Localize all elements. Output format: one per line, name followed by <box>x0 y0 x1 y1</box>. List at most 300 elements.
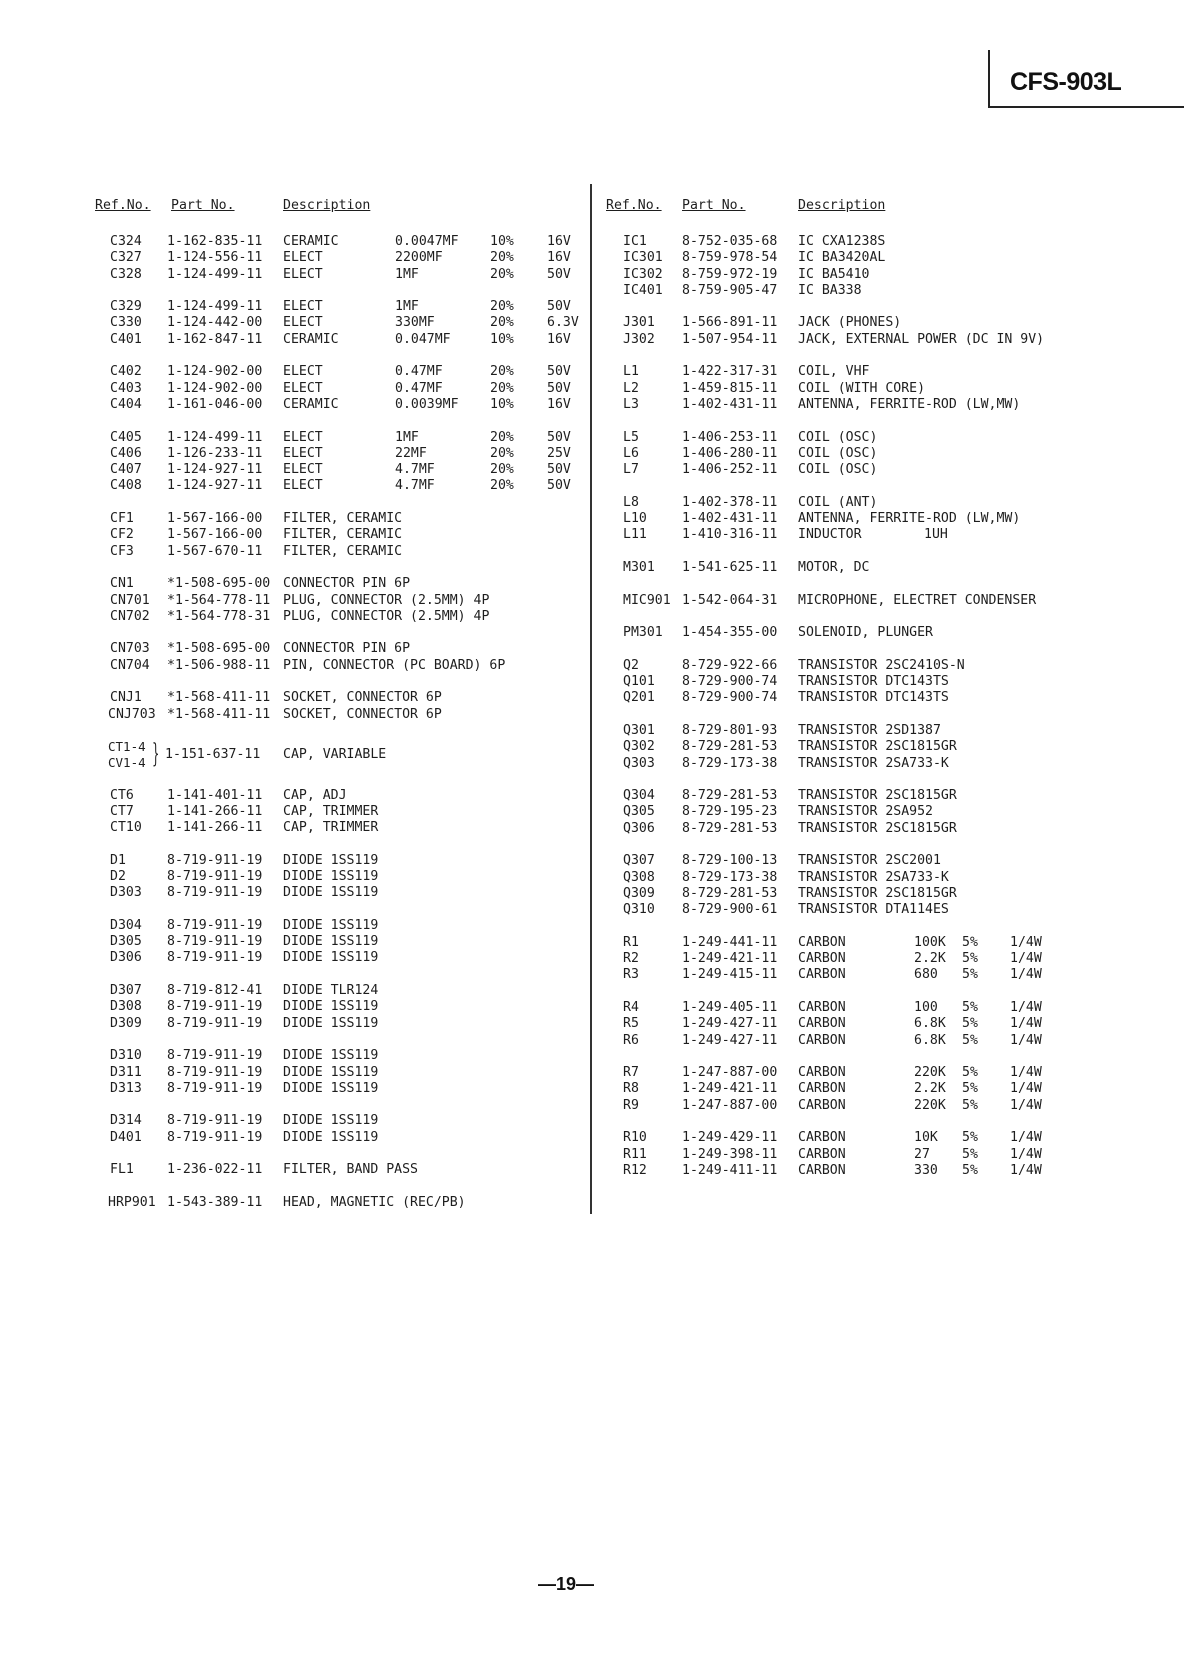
part-watt: 1/4W <box>1010 1146 1042 1162</box>
part-part: 8-729-281-53 <box>682 788 778 804</box>
part-row <box>606 560 1076 576</box>
part-row <box>606 723 1076 739</box>
brace-desc: CAP, VARIABLE <box>283 747 387 763</box>
part-group <box>95 853 575 902</box>
part-desc: ELECT <box>283 445 323 461</box>
part-part: *1-568-411-11 <box>167 690 271 706</box>
part-val: 0.47MF <box>395 364 443 380</box>
part-val: 0.0039MF <box>395 396 459 412</box>
part-part: 1-507-954-11 <box>682 331 778 347</box>
part-row <box>95 788 575 804</box>
part-row <box>95 315 579 331</box>
parts-list-right <box>606 198 1076 1196</box>
part-part: 8-752-035-68 <box>682 234 778 249</box>
part-tol: 5% <box>962 1162 978 1178</box>
part-desc: COIL, VHF <box>798 364 870 380</box>
part-row <box>606 1130 1076 1146</box>
part-part: 1-124-927-11 <box>167 462 263 478</box>
part-ref: D306 <box>110 950 142 966</box>
part-volt: 16V <box>547 396 571 412</box>
part-desc: ELECT <box>283 364 323 380</box>
part-ref: R10 <box>623 1130 647 1146</box>
part-val: 0.0047MF <box>395 234 459 249</box>
part-part: *1-568-411-11 <box>167 706 271 722</box>
part-row <box>606 1163 1076 1179</box>
part-part: 8-719-911-19 <box>167 868 263 884</box>
part-part: 1-141-266-11 <box>167 803 263 819</box>
table-header <box>606 198 1076 218</box>
part-row <box>95 804 575 820</box>
part-row <box>606 886 1076 902</box>
part-part: 8-729-281-53 <box>682 885 778 901</box>
part-desc: DIODE 1SS119 <box>283 1113 379 1129</box>
part-part: 8-729-173-38 <box>682 755 778 771</box>
part-tol: 5% <box>962 1130 978 1146</box>
part-group <box>95 1162 575 1178</box>
part-ref: L6 <box>623 445 639 461</box>
part-tol: 20% <box>490 380 514 396</box>
part-ref: MIC901 <box>623 592 671 608</box>
part-part: 8-719-911-19 <box>167 1048 263 1064</box>
part-tol: 10% <box>490 331 514 347</box>
part-row <box>606 1081 1076 1097</box>
part-row <box>606 234 1076 250</box>
part-row <box>95 234 575 250</box>
part-ref: C401 <box>110 331 142 347</box>
part-row <box>95 1016 575 1032</box>
part-desc: CAP, TRIMMER <box>283 803 379 819</box>
part-desc: SOCKET, CONNECTOR 6P <box>283 706 442 722</box>
part-part: 8-719-911-19 <box>167 1015 263 1031</box>
part-volt: 6.3V <box>547 315 579 331</box>
part-row <box>606 1147 1076 1163</box>
part-row <box>606 1065 1076 1081</box>
part-part: *1-508-695-00 <box>167 576 271 592</box>
part-desc: IC BA5410 <box>798 266 870 282</box>
brace-part: 1-151-637-11 <box>165 747 261 763</box>
part-val: 330MF <box>395 315 435 331</box>
part-part: 1-162-835-11 <box>167 234 263 249</box>
part-row <box>95 544 575 560</box>
part-desc: DIODE 1SS119 <box>283 868 379 884</box>
part-desc: CARBON <box>798 934 846 950</box>
part-group <box>606 1065 1076 1114</box>
part-row <box>95 950 575 966</box>
part-ref: L2 <box>623 380 639 396</box>
part-group <box>606 234 1076 299</box>
part-group <box>606 495 1076 544</box>
part-desc: DIODE 1SS119 <box>283 885 379 901</box>
part-volt: 50V <box>547 299 571 315</box>
part-watt: 1/4W <box>1010 1162 1042 1178</box>
part-desc: COIL (OSC) <box>798 429 878 445</box>
part-watt: 1/4W <box>1010 1081 1042 1097</box>
part-part: 1-141-401-11 <box>167 787 263 803</box>
part-ref: Q307 <box>623 853 655 869</box>
part-part: 1-249-441-11 <box>682 934 778 950</box>
part-row <box>606 381 1076 397</box>
part-row <box>95 885 575 901</box>
part-desc: DIODE 1SS119 <box>283 1064 379 1080</box>
part-row <box>606 674 1076 690</box>
part-desc: TRANSISTOR 2SC1815GR <box>798 820 957 836</box>
part-tol: 5% <box>962 1032 978 1048</box>
part-ref: Q306 <box>623 820 655 836</box>
part-row <box>95 576 575 592</box>
part-group <box>95 1048 575 1097</box>
model-title: CFS-903L <box>1010 68 1122 96</box>
part-group <box>95 364 575 413</box>
part-row <box>606 250 1076 266</box>
part-val: 27 <box>914 1146 930 1162</box>
part-part: 1-459-815-11 <box>682 380 778 396</box>
part-desc: CARBON <box>798 1032 846 1048</box>
part-row <box>606 332 1076 348</box>
part-desc: TRANSISTOR DTC143TS <box>798 690 949 706</box>
part-part: 1-402-378-11 <box>682 494 778 510</box>
part-ref: CT10 <box>110 820 142 836</box>
part-part: 1-124-556-11 <box>167 250 263 266</box>
part-desc: IC BA338 <box>798 282 862 298</box>
part-row <box>606 951 1076 967</box>
part-ref: IC301 <box>623 250 663 266</box>
part-group <box>606 853 1076 918</box>
part-ref: C406 <box>110 445 142 461</box>
part-desc: COIL (OSC) <box>798 462 878 478</box>
part-row <box>95 1048 575 1064</box>
part-desc: PIN, CONNECTOR (PC BOARD) 6P <box>283 657 506 673</box>
part-desc: DIODE 1SS119 <box>283 950 379 966</box>
part-desc: FILTER, BAND PASS <box>283 1162 418 1178</box>
part-tol: 20% <box>490 266 514 282</box>
part-ref: CN703 <box>110 641 150 657</box>
part-row <box>95 999 575 1015</box>
part-desc: MOTOR, DC <box>798 559 870 575</box>
part-desc: CERAMIC <box>283 396 339 412</box>
part-part: 8-759-972-19 <box>682 266 778 282</box>
part-desc: ELECT <box>283 250 323 266</box>
part-part: 1-543-389-11 <box>167 1194 263 1210</box>
part-desc: DIODE 1SS119 <box>283 852 379 868</box>
part-row <box>95 446 575 462</box>
part-row <box>95 593 575 609</box>
part-part: 1-126-233-11 <box>167 445 263 461</box>
part-desc: CARBON <box>798 1130 846 1146</box>
part-desc: TRANSISTOR 2SC1815GR <box>798 885 957 901</box>
part-row <box>95 511 575 527</box>
part-part: 8-729-900-61 <box>682 902 778 918</box>
part-row <box>95 397 575 413</box>
part-desc: ANTENNA, FERRITE-ROD (LW,MW) <box>798 396 1021 412</box>
part-ref: CN701 <box>110 592 150 608</box>
part-group <box>606 658 1076 707</box>
part-desc: DIODE TLR124 <box>283 983 379 999</box>
part-part: 1-249-427-11 <box>682 1016 778 1032</box>
part-group <box>95 1113 575 1146</box>
part-row <box>95 1162 575 1178</box>
part-tol: 20% <box>490 299 514 315</box>
part-row <box>95 983 575 999</box>
column-divider <box>590 184 592 1214</box>
part-desc: FILTER, CERAMIC <box>283 511 403 527</box>
part-part: *1-506-988-11 <box>167 657 271 673</box>
part-part: 1-124-442-00 <box>167 315 263 331</box>
part-desc: TRANSISTOR DTC143TS <box>798 674 949 690</box>
part-group <box>606 935 1076 984</box>
part-part: 1-247-887-00 <box>682 1097 778 1113</box>
part-volt: 16V <box>547 250 571 266</box>
part-tol: 20% <box>490 315 514 331</box>
part-volt: 50V <box>547 478 571 494</box>
part-part: 1-541-625-11 <box>682 559 778 575</box>
part-val: 4.7MF <box>395 462 435 478</box>
part-val: 680 <box>914 967 938 983</box>
part-part: 1-124-927-11 <box>167 478 263 494</box>
part-ref: Q305 <box>623 804 655 820</box>
part-row <box>95 1113 575 1129</box>
part-ref: HRP901 <box>108 1194 156 1210</box>
part-row <box>606 1000 1076 1016</box>
part-desc: TRANSISTOR 2SA952 <box>798 804 933 820</box>
part-part: 8-719-911-19 <box>167 1113 263 1129</box>
part-ref: D307 <box>110 983 142 999</box>
part-ref: L8 <box>623 494 639 510</box>
part-part: *1-564-778-31 <box>167 608 271 624</box>
part-desc: CARBON <box>798 1162 846 1178</box>
part-row <box>95 381 575 397</box>
part-val: 4.7MF <box>395 478 435 494</box>
part-desc: CONNECTOR PIN 6P <box>283 576 411 592</box>
part-part: 1-124-499-11 <box>167 429 263 445</box>
part-group <box>95 299 579 348</box>
part-part: 1-249-411-11 <box>682 1162 778 1178</box>
part-part: 8-719-911-19 <box>167 852 263 868</box>
part-part: 1-162-847-11 <box>167 331 263 347</box>
part-ref: Q301 <box>623 722 655 738</box>
part-ref: C407 <box>110 462 142 478</box>
part-tol: 20% <box>490 445 514 461</box>
ref-header: Ref.No. <box>95 198 151 213</box>
part-part: 8-759-905-47 <box>682 282 778 298</box>
part-row <box>95 820 575 836</box>
part-desc: DIODE 1SS119 <box>283 999 379 1015</box>
part-row <box>606 364 1076 380</box>
part-ref: CN704 <box>110 657 150 673</box>
part-val: 0.047MF <box>395 331 451 347</box>
part-desc: JACK, EXTERNAL POWER (DC IN 9V) <box>798 331 1045 347</box>
part-row <box>606 1033 1076 1049</box>
part-ref: Q308 <box>623 869 655 885</box>
part-row <box>95 869 575 885</box>
part-ref: L3 <box>623 396 639 412</box>
part-watt: 1/4W <box>1010 1097 1042 1113</box>
part-desc: JACK (PHONES) <box>798 315 902 331</box>
part-ref: J301 <box>623 315 655 331</box>
part-val: 22MF <box>395 445 427 461</box>
part-watt: 1/4W <box>1010 1130 1042 1146</box>
part-part: 1-422-317-31 <box>682 364 778 380</box>
part-desc: CARBON <box>798 999 846 1015</box>
part-ref: C330 <box>110 315 142 331</box>
part-desc: CAP, ADJ <box>283 787 347 803</box>
part-group <box>606 593 1076 609</box>
part-part: 8-719-911-19 <box>167 950 263 966</box>
part-val: 6.8K <box>914 1016 946 1032</box>
part-row <box>606 756 1076 772</box>
part-part: *1-508-695-00 <box>167 641 271 657</box>
part-desc: IC CXA1238S <box>798 234 886 249</box>
part-tol: 10% <box>490 396 514 412</box>
part-part: 1-567-166-00 <box>167 527 263 543</box>
part-part: 1-406-253-11 <box>682 429 778 445</box>
part-ref: L11 <box>623 527 647 543</box>
part-row <box>606 397 1076 413</box>
part-ref: R1 <box>623 934 639 950</box>
part-row <box>95 934 575 950</box>
part-ref: L10 <box>623 511 647 527</box>
part-ref: R8 <box>623 1081 639 1097</box>
part-row <box>95 250 575 266</box>
part-ref: D401 <box>110 1129 142 1145</box>
part-part: 1-406-280-11 <box>682 445 778 461</box>
part-ref: R3 <box>623 967 639 983</box>
part-desc: COIL (OSC) <box>798 445 878 461</box>
part-ref: L1 <box>623 364 639 380</box>
part-part: 1-402-431-11 <box>682 396 778 412</box>
part-val: 1MF <box>395 266 419 282</box>
part-part: 1-247-887-00 <box>682 1065 778 1081</box>
part-desc: DIODE 1SS119 <box>283 1080 379 1096</box>
part-part: 8-719-911-19 <box>167 917 263 933</box>
part-part: 1-542-064-31 <box>682 592 778 608</box>
part-group <box>606 364 1076 413</box>
part-val: 330 <box>914 1162 938 1178</box>
part-group <box>95 918 575 967</box>
part-watt: 1/4W <box>1010 1016 1042 1032</box>
part-part: 8-719-911-19 <box>167 934 263 950</box>
part-val: 1UH <box>924 527 948 543</box>
part-desc: ELECT <box>283 315 323 331</box>
part-group <box>95 641 575 674</box>
part-row <box>95 299 575 315</box>
part-part: 1-454-355-00 <box>682 625 778 641</box>
part-tol: 5% <box>962 934 978 950</box>
part-ref: R4 <box>623 999 639 1015</box>
part-tol: 20% <box>490 429 514 445</box>
part-val: 10K <box>914 1130 938 1146</box>
part-row <box>606 430 1076 446</box>
part-desc: ELECT <box>283 380 323 396</box>
part-ref: Q310 <box>623 902 655 918</box>
part-part: 1-402-431-11 <box>682 511 778 527</box>
brace-item <box>95 739 575 771</box>
part-group <box>606 625 1076 641</box>
part-ref: D1 <box>110 852 126 868</box>
part-ref: PM301 <box>623 625 663 641</box>
part-part: 8-719-911-19 <box>167 885 263 901</box>
part-desc: CARBON <box>798 967 846 983</box>
part-group <box>95 1195 575 1211</box>
part-desc: DIODE 1SS119 <box>283 934 379 950</box>
part-desc: PLUG, CONNECTOR (2.5MM) 4P <box>283 608 490 624</box>
part-ref: C403 <box>110 380 142 396</box>
part-volt: 25V <box>547 445 571 461</box>
part-tol: 10% <box>490 234 514 249</box>
part-desc: INDUCTOR <box>798 527 862 543</box>
part-ref: C408 <box>110 478 142 494</box>
part-val: 1MF <box>395 429 419 445</box>
part-row <box>606 804 1076 820</box>
part-watt: 1/4W <box>1010 967 1042 983</box>
part-row <box>606 446 1076 462</box>
part-row <box>95 690 575 706</box>
part-desc: ELECT <box>283 266 323 282</box>
part-ref: C324 <box>110 234 142 249</box>
part-desc: DIODE 1SS119 <box>283 1015 379 1031</box>
part-ref: D309 <box>110 1015 142 1031</box>
part-ref: CF3 <box>110 543 134 559</box>
title-rule-horizontal <box>988 106 1184 108</box>
part-row <box>606 283 1076 299</box>
part-desc: ELECT <box>283 478 323 494</box>
part-desc: DIODE 1SS119 <box>283 917 379 933</box>
part-val: 6.8K <box>914 1032 946 1048</box>
brace-symbol: } <box>152 739 160 770</box>
part-desc: ELECT <box>283 462 323 478</box>
part-row <box>95 918 575 934</box>
part-val: 2200MF <box>395 250 443 266</box>
part-part: 8-719-911-19 <box>167 1080 263 1096</box>
brace-ref1: CT1-4 <box>108 739 146 755</box>
part-ref: D305 <box>110 934 142 950</box>
part-tol: 20% <box>490 478 514 494</box>
part-row <box>95 1081 575 1097</box>
part-val: 2.2K <box>914 1081 946 1097</box>
table-header <box>95 198 575 218</box>
part-part: 1-124-499-11 <box>167 266 263 282</box>
part-part: 1-124-499-11 <box>167 299 263 315</box>
part-desc: TRANSISTOR 2SA733-K <box>798 755 949 771</box>
part-watt: 1/4W <box>1010 1032 1042 1048</box>
part-desc: COIL (WITH CORE) <box>798 380 926 396</box>
page-number: —19— <box>538 1574 595 1594</box>
part-ref: R6 <box>623 1032 639 1048</box>
title-rule-vertical <box>988 50 990 108</box>
part-desc: TRANSISTOR 2SC1815GR <box>798 739 957 755</box>
part-desc: CAP, TRIMMER <box>283 820 379 836</box>
part-part: 1-249-415-11 <box>682 967 778 983</box>
part-desc: ELECT <box>283 299 323 315</box>
part-tol: 5% <box>962 999 978 1015</box>
part-row <box>606 788 1076 804</box>
part-group <box>95 690 575 723</box>
part-desc: SOCKET, CONNECTOR 6P <box>283 690 442 706</box>
part-row <box>95 332 575 348</box>
part-watt: 1/4W <box>1010 951 1042 967</box>
part-ref: D303 <box>110 885 142 901</box>
part-row <box>95 527 575 543</box>
part-part: 8-719-911-19 <box>167 1064 263 1080</box>
part-desc: TRANSISTOR 2SC2001 <box>798 853 941 869</box>
part-tol: 20% <box>490 364 514 380</box>
part-desc: COIL (ANT) <box>798 494 878 510</box>
part-ref: D308 <box>110 999 142 1015</box>
part-desc: CARBON <box>798 951 846 967</box>
part-ref: C405 <box>110 429 142 445</box>
part-part: 8-759-978-54 <box>682 250 778 266</box>
part-volt: 16V <box>547 234 571 249</box>
part-ref: L5 <box>623 429 639 445</box>
